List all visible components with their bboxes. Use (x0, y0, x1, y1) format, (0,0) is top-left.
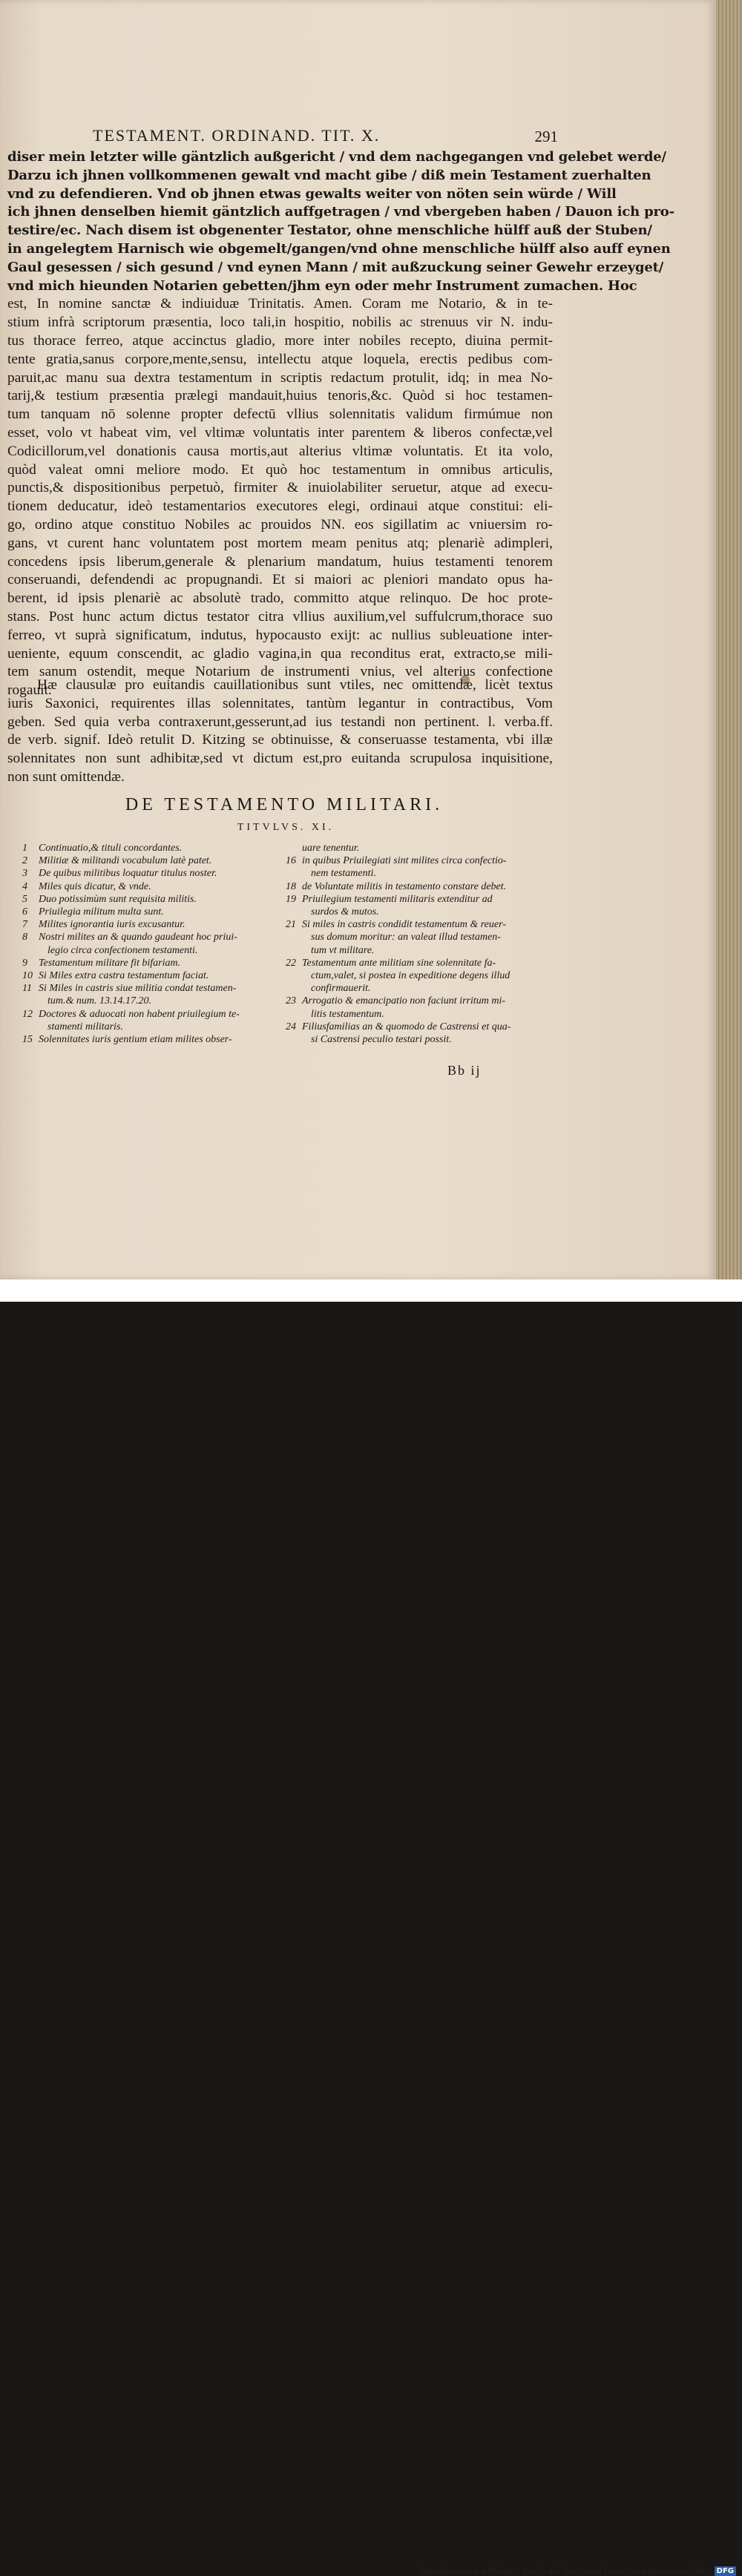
summary-item (286, 854, 545, 867)
summary-list-left (22, 842, 278, 1046)
text-line: paruit,ac manu sua dextra testamentum in scriptis redactum protulit, idq; in mea No- (7, 369, 553, 386)
summary-item-text: Priuilegia militum multa sunt. (39, 906, 164, 918)
summary-item-number: 2 (22, 855, 27, 867)
text-line: quòd valeat omni meliore modo. Et quò hoc testamentum in omnibus articulis, (7, 461, 553, 478)
summary-item-number: 6 (22, 906, 27, 918)
text-line: go, ordino atque constituo Nobiles ac prouidos NN. eos sigillatim ac vniuersim ro- (7, 516, 553, 533)
summary-item-text: Duo potissimùm sunt requisita militis. (39, 893, 197, 905)
text-line: non sunt omittendæ. (7, 768, 125, 785)
text-line: testire/ec. Nach disem ist obgenenter Testator, ohne menschliche hülff auß der Stuben/ (7, 223, 652, 239)
summary-item (22, 957, 278, 969)
text-line: ich jhnen denselben hiemit gäntzlich auffgetragen / vnd vbergeben haben / Dauon ich pro- (7, 204, 674, 220)
summary-item (22, 918, 278, 931)
text-line: vnd mich hieunden Notarien gebetten/jhm eyn oder mehr Instrument zumachen. Hoc (7, 277, 637, 294)
text-line: Codicillorum,vel donationis causa mortis,aut alterius vltimæ voluntatis. Et ita volo, (7, 443, 553, 459)
summary-item-text: De quibus militibus loquatur titulus noster. (39, 868, 217, 880)
text-line: geben. Sed quia verba contraxerunt,gesserunt,ad ius testandi non pertinent. l. verba.ff. (7, 714, 553, 730)
summary-item-text: Nostri milites an & quando gaudeant hoc priui- (39, 932, 237, 943)
summary-item (286, 918, 545, 931)
text-line: in angelegtem Harnisch wie obgemelt/gangen/vnd ohne menschliche hülff also auff eynen (7, 240, 671, 257)
summary-item-continuation: legio circa confectionem testamenti. (47, 944, 198, 956)
text-line: tarij,& testium præsentia prælegi mandauit,huius tenoris,&c. Quòd si hoc testamen- (7, 388, 553, 404)
main-text-block (7, 148, 674, 700)
text-line: gans, vt curent hanc voluntatem post mortem meam penitus atq; plenariè adimpleri, (7, 535, 553, 551)
text-line: solennitates non sunt adhibitæ,sed vt dictum est,pro euitanda scrupulosa inquisitione, (7, 751, 553, 767)
text-line: Hæ clausulæ pro euitandis cauillationibus sunt vtiles, nec omittendæ, licèt textus (37, 677, 553, 693)
text-line: de verb. signif. Ideò retulit D. Kitzing se obtinuisse, & conseruasse testamenta, vbi illæ (7, 732, 553, 748)
summary-item-text: in quibus Priuilegiati sint milites circa confectio- (302, 855, 507, 867)
summary-item-text: Si Miles in castris siue militia condat testamen- (39, 983, 237, 995)
text-line: tem sanum ostendit, meque Notarium de instrumenti vnius, vel alterius confectione (7, 664, 553, 680)
summary-item-number: 8 (22, 932, 27, 943)
summary-item-text: Filiusfamilias an & quomodo de Castrensi et qua- (302, 1021, 511, 1032)
text-line: tionem deducatur, ideò testamentarios executores elegi, ordinaui atque constitui: eli- (7, 498, 553, 515)
summary-item-number: 10 (22, 970, 33, 982)
section-subtitle: TITVLVS. XI. (237, 822, 335, 833)
summary-item-number: 15 (22, 1034, 33, 1046)
summary-item (22, 854, 278, 867)
summary-item (22, 867, 278, 880)
summary-item-continuation: litis testamentum. (311, 1008, 384, 1020)
summary-item-number: 18 (286, 880, 296, 892)
summary-item (22, 931, 278, 943)
summary-item-text: Solennitates iuris gentium etiam milites obser- (39, 1034, 232, 1046)
text-line: est, In nomine sanctæ & indiuiduæ Trinitatis. Amen. Coram me Notario, & in te- (7, 296, 553, 312)
summary-item-text: uare tenentur. (302, 843, 360, 854)
summary-item-number: 24 (286, 1021, 296, 1032)
summary-item-number: 1 (22, 843, 27, 854)
text-line: vnd zu defendieren. Vnd ob jhnen etwas gewalts weiter von nöten sein würde / Will (7, 185, 617, 202)
text-line: punctis,& dispositionibus perpetuò, firmiter & inuiolabiliter seruetur, atque ad execu- (7, 480, 553, 496)
text-line: esset, volo vt habeat vim, vel vltimæ voluntatis inter parentem & liberos confectæ,vel (7, 424, 553, 441)
summary-item-number: 19 (286, 893, 296, 905)
summary-item (286, 995, 545, 1007)
summary-item (22, 1033, 278, 1046)
summary-item-number: 3 (22, 868, 27, 880)
summary-item-continuation: nem testamenti. (311, 868, 376, 880)
summary-item-text: Testamentum militare fit bifariam. (39, 957, 181, 969)
text-line: ferreo, vt suprà significatum, indutus, hypocausto exijt: ac nullius subleuatione inter- (7, 627, 553, 643)
summary-item-number: 11 (22, 983, 32, 995)
summary-item (286, 880, 545, 893)
page-number: 291 (534, 128, 558, 145)
summary-item-text: Arrogatio & emancipatio non faciunt irritum mi- (302, 995, 506, 1007)
text-line: concedens ipsis liberum,generale & plenarium mandatum, huius testamenti tenorem (7, 553, 553, 570)
summary-item-text: Militiæ & militandi vocabulum latè patet. (39, 855, 212, 867)
text-line: berent, id ipsis plenariè ac absolutè trado, committo atque relinquo. De hoc prote- (7, 590, 553, 607)
summary-item-number: 21 (286, 919, 296, 931)
summary-item-number: 5 (22, 893, 27, 905)
summary-item (22, 906, 278, 918)
text-line: diser mein letzter wille gäntzlich außgericht / vnd dem nachgegangen vnd gelebet werde/ (7, 149, 666, 165)
text-line: tente gratia,sanus corpore,mente,sensu, intellectu atque loquela, erectis pedibus com- (7, 351, 553, 367)
summary-item-number (286, 842, 302, 854)
summary-item (22, 1008, 278, 1021)
summary-item-text: Continuatio,& tituli concordantes. (39, 843, 183, 854)
summary-item-text: Milites ignorantia iuris excusantur. (39, 919, 186, 931)
summary-item-text: Testamentum ante militiam sine solennitate fa- (302, 957, 496, 969)
summary-item (22, 969, 278, 982)
summary-item-text: Doctores & aduocati non habent priuilegium te- (39, 1008, 240, 1020)
summary-item (286, 1021, 545, 1033)
dfg-logo: DFG (715, 2566, 736, 2576)
text-line: stans. Post hunc actum dictus testator citra vllius auxilium,vel suffulcrum,thorace suo (7, 608, 553, 625)
commentary-paragraph (7, 676, 553, 787)
signature-mark: Bb ij (447, 1063, 482, 1078)
summary-item-continuation: tum.& num. 13.14.17.20. (47, 995, 151, 1007)
summary-item-text: Si Miles extra castra testamentum faciat. (39, 970, 209, 982)
summary-list-right (286, 842, 545, 1046)
summary-item-number: 7 (22, 919, 27, 931)
summary-item-number: 9 (22, 957, 27, 969)
text-line: rogauit. (7, 682, 52, 699)
summary-item (286, 893, 545, 906)
text-line: tus thorace ferreo, atque accinctus gladio, more inter nobiles recepto, diuina permit- (7, 332, 553, 349)
summary-item-text: Si miles in castris condidit testamentum & reuer- (302, 919, 506, 931)
section-title: DE TESTAMENTO MILITARI. (125, 795, 444, 814)
footer-strip (0, 1279, 742, 2576)
funding-footer (419, 2566, 736, 2576)
summary-item-continuation: sus domum moritur: an valeat illud testamen- (311, 932, 501, 943)
summary-item-continuation: surdos & mutos. (311, 906, 379, 918)
summary-item (22, 880, 278, 893)
summary-item-continuation: si Castrensi peculio testari possit. (311, 1034, 452, 1046)
text-line: Gaul gesessen / sich gesund / vnd eynen Mann / mit außzuckung seiner Gewehr erzeyget/ (7, 259, 664, 275)
summary-item-text: Miles quis dicatur, & vnde. (39, 880, 151, 892)
running-head: TESTAMENT. ORDINAND. TIT. X. (93, 126, 381, 145)
summary-item-continuation: confirmauerit. (311, 983, 371, 995)
summary-item (22, 982, 278, 995)
summary-item-number: 23 (286, 995, 296, 1007)
summary-item-continuation: ctum,valet, si postea in expeditione degens illud (311, 970, 510, 982)
summary-item (22, 842, 278, 854)
summary-item-number: 16 (286, 855, 296, 867)
text-line: ueniente, equum conscendit, ac gladio vagina,in qua reconditus erat, extracto,se mili- (7, 645, 553, 662)
text-line: stium infrà scriptorum præsentia, loco tali,in hospitio, nobilis ac strenuus vir N. indu- (7, 314, 553, 331)
summary-item-number: 4 (22, 880, 27, 892)
footer-text: Digitalisierung gefördert durch die Deutsche Forschungsgemeinschaft - (419, 2566, 712, 2576)
summary-item (286, 842, 545, 854)
summary-item (286, 957, 545, 969)
summary-item-continuation: tum vt militare. (311, 944, 375, 956)
text-line: iuris Saxonici, requirentes illas solennitates, tantùm legantur in contractibus, Vom (7, 695, 553, 711)
summary-item-text: de Voluntate militis in testamento constare debet. (302, 880, 507, 892)
book-page-edges (716, 0, 742, 1279)
summary-item-number: 22 (286, 957, 296, 969)
book-page (0, 0, 716, 1279)
summary-item-text: Priuilegium testamenti militaris extenditur ad (302, 893, 493, 905)
summary-item-number: 12 (22, 1008, 33, 1020)
text-line: tum tanquam nō solenne propter defectū vllius solennitatis validum firmúmue non (7, 406, 553, 423)
text-line: conseruandi, defendendi ac propugnandi. Et si maiori ac pleniori mandato opus ha- (7, 572, 553, 588)
summary-item-continuation: stamenti militaris. (47, 1021, 123, 1032)
text-line: Darzu ich jhnen vollkommenen gewalt vnd macht gibe / diß mein Testament zuerhalten (7, 167, 651, 183)
summary-item (22, 893, 278, 906)
